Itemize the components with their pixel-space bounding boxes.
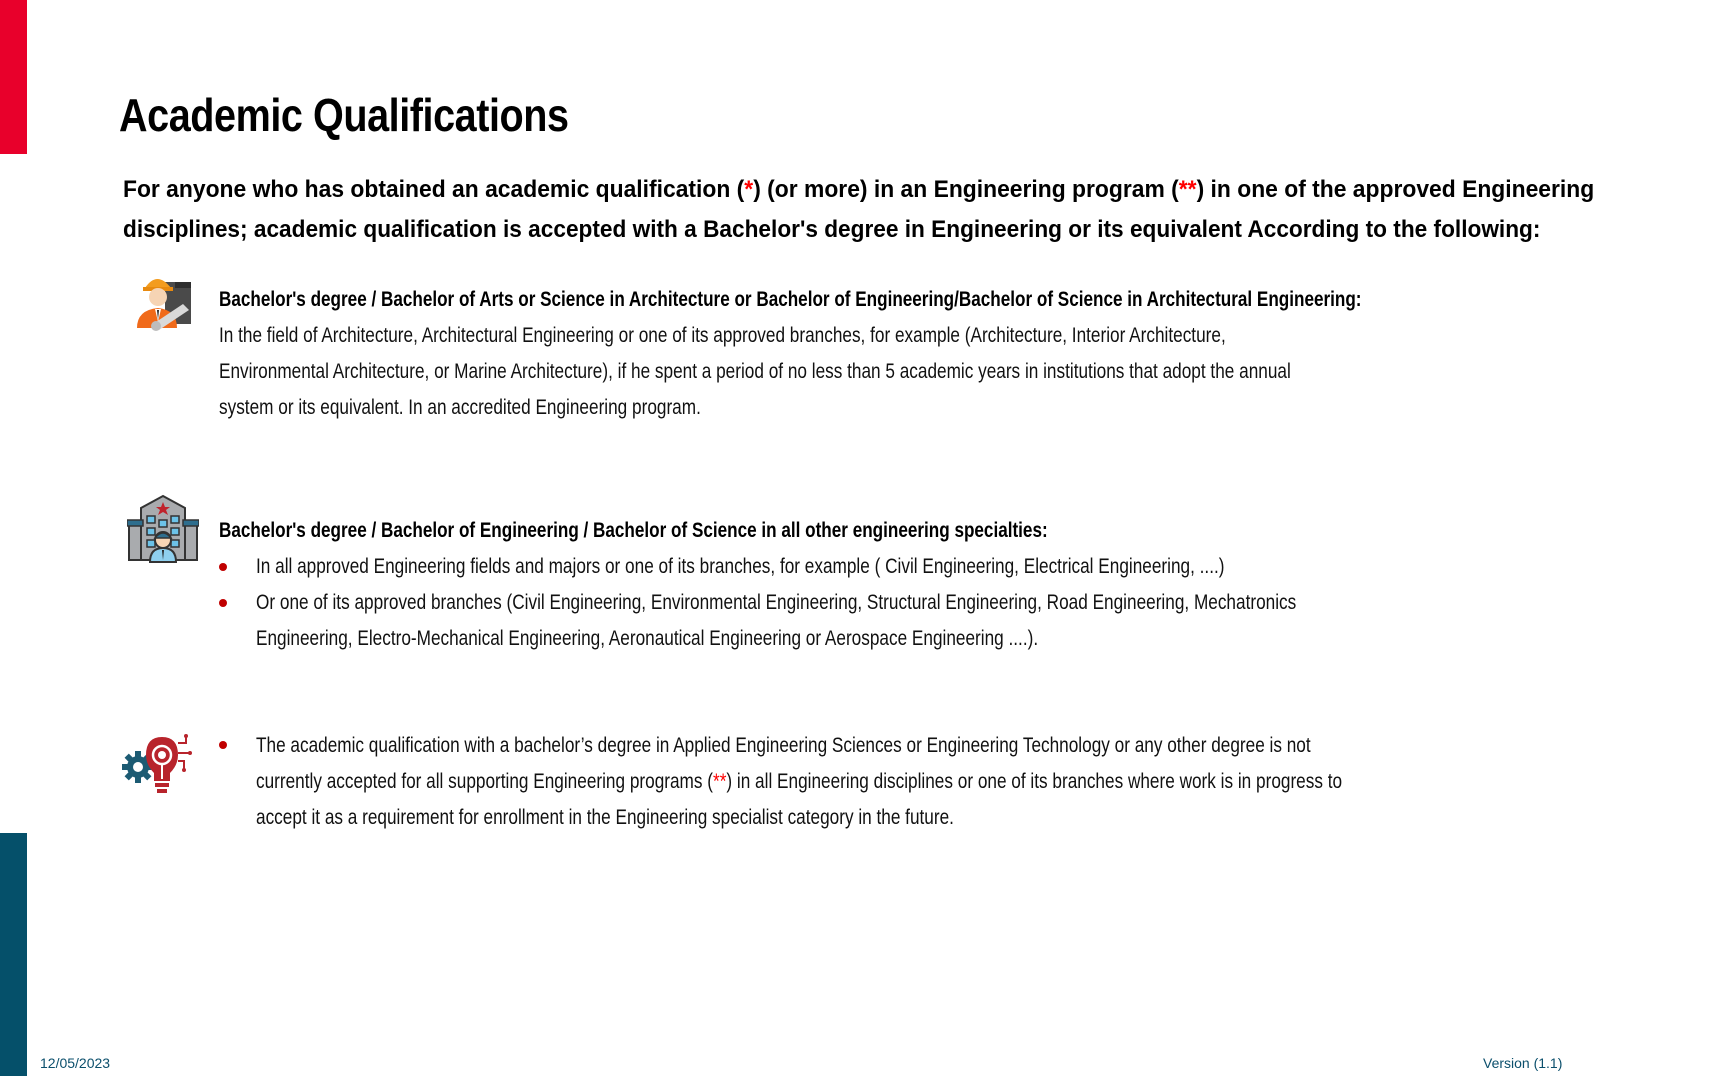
section-3-line: accept it as a requirement for enrollment in the Engineering specialist category in the future. [256, 805, 954, 829]
section-3-line: The academic qualification with a bachelor’s degree in Applied Engineering Sciences or Engineering Technology or any other degree is not [256, 733, 1311, 757]
architect-engineer-icon [131, 266, 199, 334]
asterisk-note: * [744, 176, 754, 203]
university-building-icon [127, 494, 199, 566]
footer-date: 12/05/2023 [40, 1055, 111, 1071]
bullet-icon [219, 599, 227, 607]
intro-text: ) (or more) in an Engineering program ( [753, 176, 1179, 203]
footer-version: Version (1.1) [1483, 1055, 1563, 1071]
intro-text: For anyone who has obtained an academic qualification ( [123, 176, 745, 203]
section-2-bullet: In all approved Engineering fields and majors or one of its branches, for example ( Civil Engineering, Electrical Engineering, ....) [256, 554, 1225, 578]
intro-line-2: disciplines; academic qualification is accepted with a Bachelor's degree in Engineering or its equivalent According to the following: [123, 216, 1541, 243]
section-3-text: currently accepted for all supporting Engineering programs ( [256, 769, 713, 793]
section-2-bullet-cont: Engineering, Electro-Mechanical Engineering, Aeronautical Engineering or Aerospace Engineering ....). [256, 626, 1039, 650]
section-1-line: In the field of Architecture, Architectural Engineering or one of its approved branches, for example (Architecture, Interior Architecture, [219, 323, 1226, 347]
page-title: Academic Qualifications [119, 89, 569, 141]
section-3-text: ) in all Engineering disciplines or one of its branches where work is in progress to [726, 769, 1343, 793]
section-1-line: Environmental Architecture, or Marine Architecture), if he spent a period of no less than 5 academic years in institutions that adopt the annual [219, 359, 1291, 383]
bullet-icon [219, 741, 227, 749]
section-2-bullet: Or one of its approved branches (Civil Engineering, Environmental Engineering, Structural Engineering, Road Engineering, Mechatronics [256, 590, 1297, 614]
section-2-heading: Bachelor's degree / Bachelor of Engineering / Bachelor of Science in all other engineering specialties: [219, 519, 1048, 542]
section-3-line [256, 769, 1342, 794]
double-asterisk-note: ** [1178, 176, 1197, 203]
intro-text: ) in one of the approved Engineering [1196, 176, 1595, 203]
red-accent-bar [0, 0, 27, 154]
gear-lightbulb-icon [120, 733, 192, 795]
teal-accent-bar [0, 833, 27, 1076]
section-1-heading: Bachelor's degree / Bachelor of Arts or Science in Architecture or Bachelor of Engineering/Bachelor of Science in Architectural Engineering: [219, 288, 1362, 311]
bullet-icon [219, 563, 227, 571]
double-asterisk-note: ** [713, 769, 727, 793]
section-1-line: system or its equivalent. In an accredited Engineering program. [219, 395, 701, 419]
intro-line-1 [123, 176, 1594, 204]
